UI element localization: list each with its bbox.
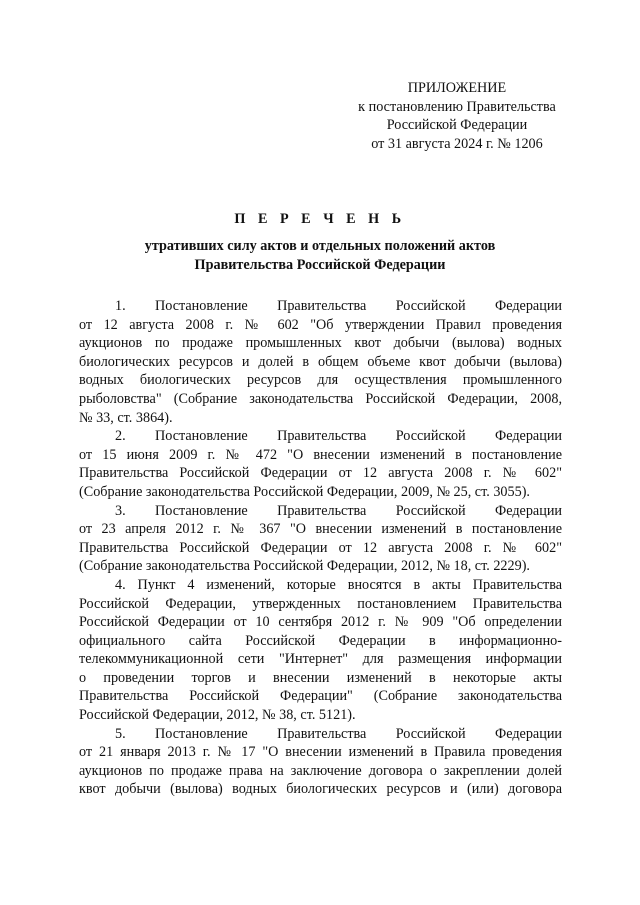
text-line: о проведении торгов и внесении изменений в некоторые акты [79,669,562,686]
list-item [79,427,562,501]
text-line: 5. Постановление Правительства Российской Федерации [115,725,562,742]
text-line: Российской Федерации, утвержденных постановлением Правительства [79,595,562,612]
text-line: Правительства Российской Федерации от 12 августа 2008 г. № 602" [79,465,562,482]
text-line: 3. Постановление Правительства Российской Федерации [115,502,562,519]
text-line: аукционов по продаже промышленных квот добычи (вылова) водных [79,335,562,352]
document-body [79,297,562,799]
text-line: № 33, ст. 3864). [79,409,173,426]
appendix-title: ПРИЛОЖЕНИЕ [407,80,507,96]
appendix-date-number: от 31 августа 2024 г. № 1206 [371,135,543,152]
list-item [79,725,562,799]
text-line: квот добычи (вылова) водных биологических ресурсов и (или) договора [79,781,562,798]
subtitle-line: Правительства Российской Федерации [194,256,446,273]
text-line: биологических ресурсов и долей в общем объеме квот добычи (вылова) [79,353,562,370]
list-item [79,576,562,725]
text-line: от 12 августа 2008 г. № 602 "Об утверждении Правил проведения [79,316,562,333]
document-subtitle [0,237,640,274]
text-line: (Собрание законодательства Российской Федерации, 2009, № 25, ст. 3055). [79,483,530,500]
text-line: от 21 января 2013 г. № 17 "О внесении изменений в Правила проведения [79,744,562,761]
appendix-reference: к постановлению Правительства [358,98,556,115]
text-line: 4. Пункт 4 изменений, которые вносятся в акты Правительства [115,576,562,593]
appendix-authority: Российской Федерации [386,117,528,133]
text-line: 1. Постановление Правительства Российской Федерации [115,298,562,314]
document-title: П Е Р Е Ч Е Н Ь [234,211,406,227]
text-line: аукционов по продаже права на заключение договора о закреплении долей [79,762,562,779]
text-line: официального сайта Российской Федерации в информационно- [79,632,562,649]
text-line: Российской Федерации, 2012, № 38, ст. 5121). [79,707,356,724]
text-line: от 23 апреля 2012 г. № 367 "О внесении изменений в постановление [79,521,562,538]
text-line: от 15 июня 2009 г. № 472 "О внесении изменений в постановление [79,446,562,463]
text-line: Правительства Российской Федерации" (Собрание законодательства [79,688,562,705]
text-line: водных биологических ресурсов для осуществления промышленного [79,372,562,389]
list-item [79,297,562,427]
appendix-header [342,79,572,153]
text-line: Российской Федерации от 10 сентября 2012 г. № 909 "Об определении [79,614,562,631]
text-line: телекоммуникационной сети "Интернет" для размещения информации [79,651,562,668]
text-line: (Собрание законодательства Российской Федерации, 2012, № 18, ст. 2229). [79,558,530,575]
subtitle-line: утративших силу актов и отдельных положений актов [144,238,496,254]
text-line: рыболовства" (Собрание законодательства Российской Федерации, 2008, [79,390,562,407]
list-item [79,502,562,576]
text-line: 2. Постановление Правительства Российской Федерации [115,428,562,445]
text-line: Правительства Российской Федерации от 12 августа 2008 г. № 602" [79,539,562,556]
